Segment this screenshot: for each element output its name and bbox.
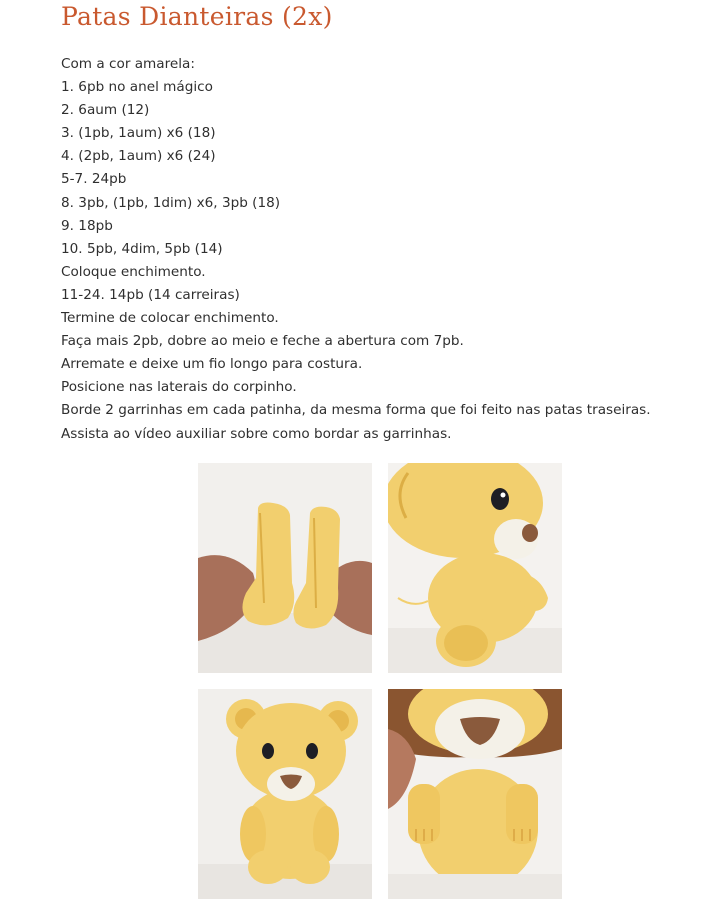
instruction-line: 2. 6aum (12) [61,102,150,119]
photo-lion-side-view [388,463,562,673]
instruction-line: 10. 5pb, 4dim, 5pb (14) [61,240,223,257]
photo-lion-closeup [388,689,562,899]
instruction-line: Posicione nas laterais do corpinho. [61,379,297,396]
photo-two-front-legs [198,463,372,673]
instruction-line: Faça mais 2pb, dobre ao meio e feche a abertura com 7pb. [61,333,464,350]
instructions-list [61,53,701,446]
instruction-line: Arremate e deixe um fio longo para costura. [61,356,363,373]
instruction-line: 5-7. 24pb [61,171,127,188]
instruction-line: Assista ao vídeo auxiliar sobre como bordar as garrinhas. [61,425,452,442]
instruction-line: 11-24. 14pb (14 carreiras) [61,286,240,303]
instruction-line: 4. (2pb, 1aum) x6 (24) [61,148,216,165]
instruction-line: Borde 2 garrinhas em cada patinha, da mesma forma que foi feito nas patas traseiras. [61,402,651,419]
instruction-line: Coloque enchimento. [61,263,206,280]
instruction-line: Termine de colocar enchimento. [61,310,279,327]
instruction-line: 9. 18pb [61,217,113,234]
instruction-line: 8. 3pb, (1pb, 1dim) x6, 3pb (18) [61,194,281,211]
instruction-line: 1. 6pb no anel mágico [61,79,213,96]
instruction-line: Com a cor amarela: [61,56,195,72]
photo-lion-front-view [198,689,372,899]
instruction-line: 3. (1pb, 1aum) x6 (18) [61,125,216,142]
page-title: Patas Dianteiras (2x) [61,2,333,31]
